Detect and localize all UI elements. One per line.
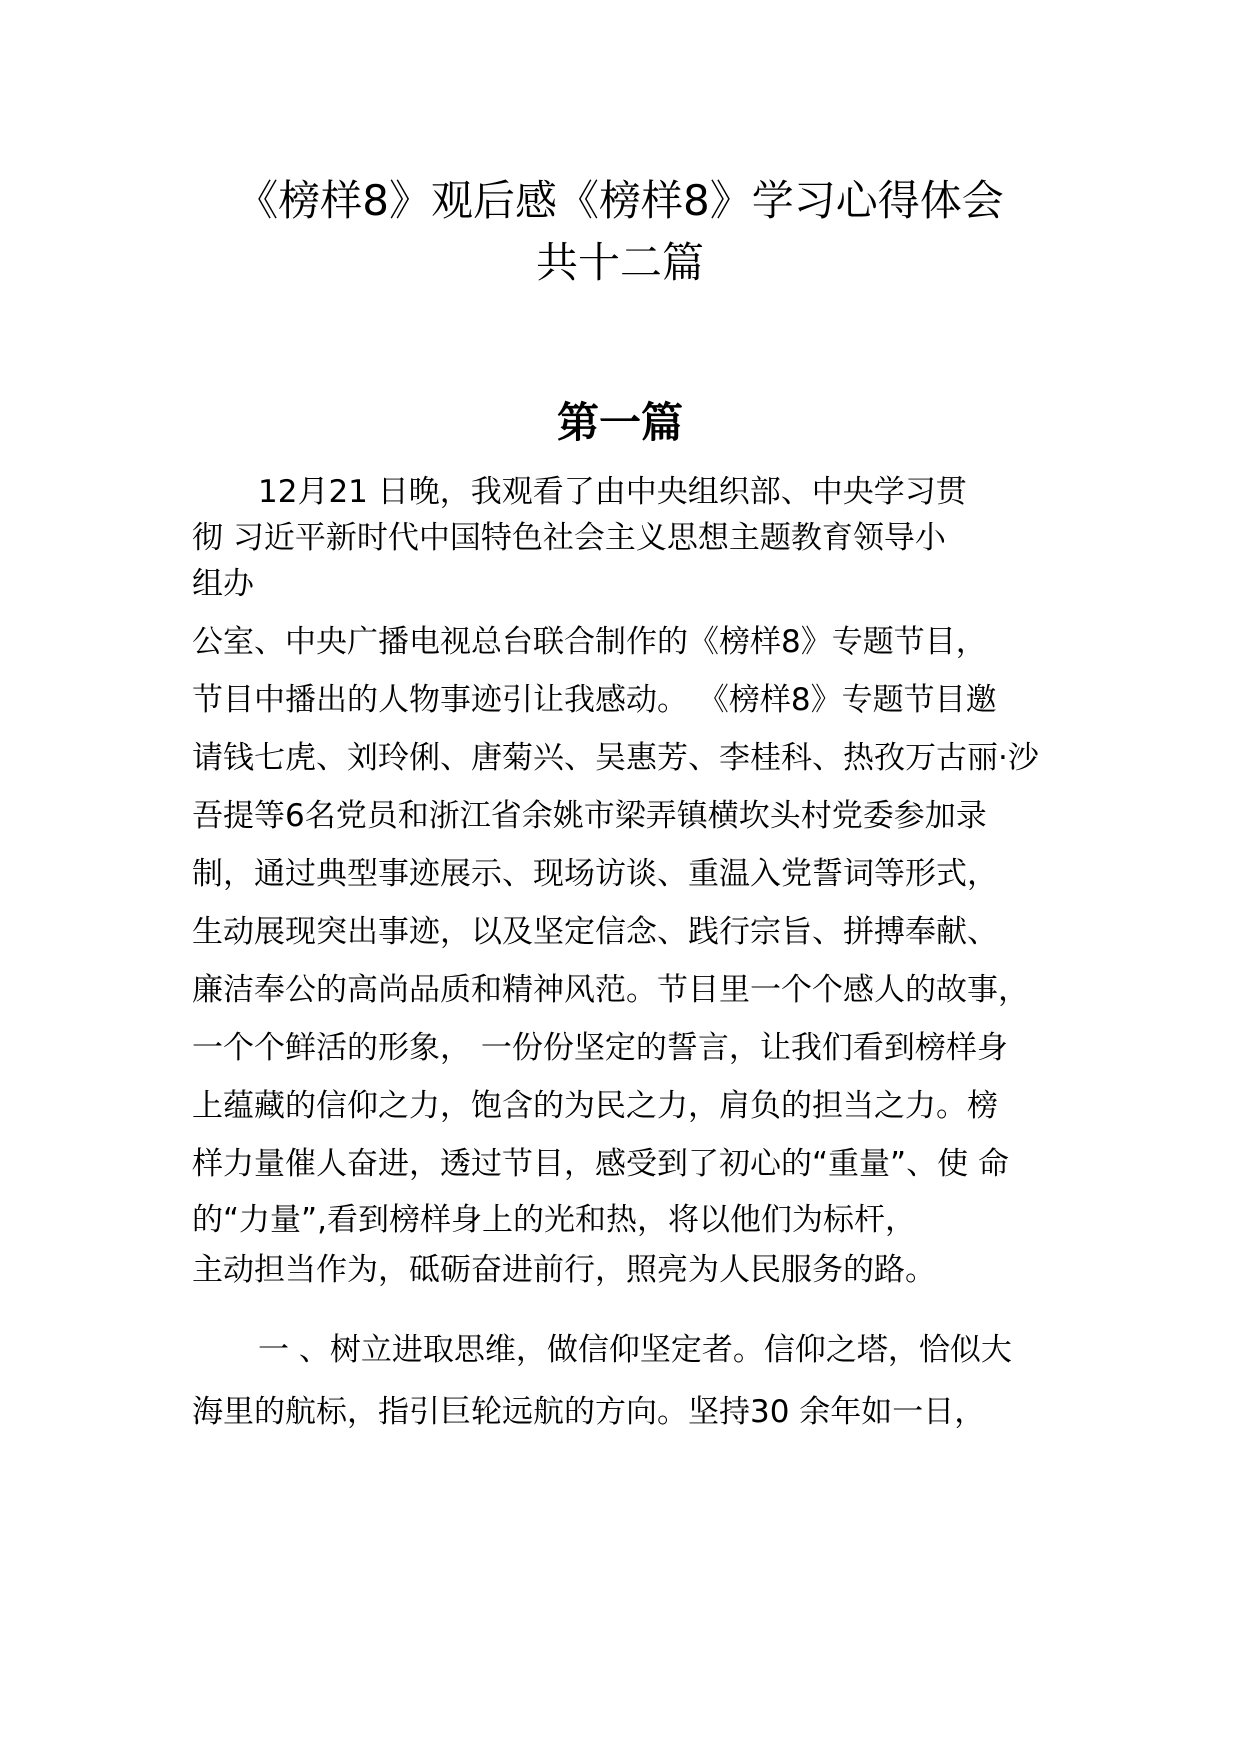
section-heading: 第一篇: [556, 398, 683, 447]
paragraph-1-line: 彻 习近平新时代中国特色社会主义思想主题教育领导小: [192, 520, 946, 556]
paragraph-1-line: 节目中播出的人物事迹引让我感动。 《榜样8》专题节目邀: [192, 682, 997, 718]
paragraph-2-line: 一 、树立进取思维，做信仰坚定者。信仰之塔，恰似大: [258, 1332, 1012, 1368]
paragraph-1-line: 主动担当作为，砥砺奋进前行，照亮为人民服务的路。: [192, 1252, 936, 1288]
paragraph-1-line: 组办: [192, 566, 254, 602]
paragraph-1-line: 制，通过典型事迹展示、现场访谈、重温入党誓词等形式，: [192, 856, 998, 892]
paragraph-1-line: 吾提等6名党员和浙江省余姚市梁弄镇横坎头村党委参加录: [192, 798, 987, 834]
paragraph-1-line: 公室、中央广播电视总台联合制作的《榜样8》专题节目，: [192, 624, 987, 660]
document-title-line-2: 共十二篇: [535, 238, 704, 287]
paragraph-1-line: 请钱七虎、刘玲俐、唐菊兴、吴惠芳、李桂科、热孜万古丽·沙: [192, 740, 1039, 776]
paragraph-1-line: 12月21 日晚，我观看了由中央组织部、中央学习贯: [258, 474, 967, 510]
paragraph-1-line: 生动展现突出事迹，以及坚定信念、践行宗旨、拼搏奉献、: [192, 914, 998, 950]
paragraph-1-line: 廉洁奉公的高尚品质和精神风范。节目里一个个感人的故事，: [192, 972, 1029, 1008]
paragraph-1-line: 上蕴藏的信仰之力，饱含的为民之力，肩负的担当之力。榜: [192, 1088, 998, 1124]
paragraph-1-line: 一个个鲜活的形象， 一份份坚定的誓言，让我们看到榜样身: [192, 1030, 1008, 1066]
paragraph-2-line: 海里的航标，指引巨轮远航的方向。坚持30 余年如一日，: [192, 1394, 986, 1430]
paragraph-1-line: 样力量催人奋进，透过节目，感受到了初心的“重量”、使 命: [192, 1146, 1009, 1182]
document-title-line-1: 《榜样8》观后感《榜样8》学习心得体会: [236, 176, 1004, 225]
paragraph-1-line: 的“力量”,看到榜样身上的光和热，将以他们为标杆，: [192, 1202, 916, 1238]
